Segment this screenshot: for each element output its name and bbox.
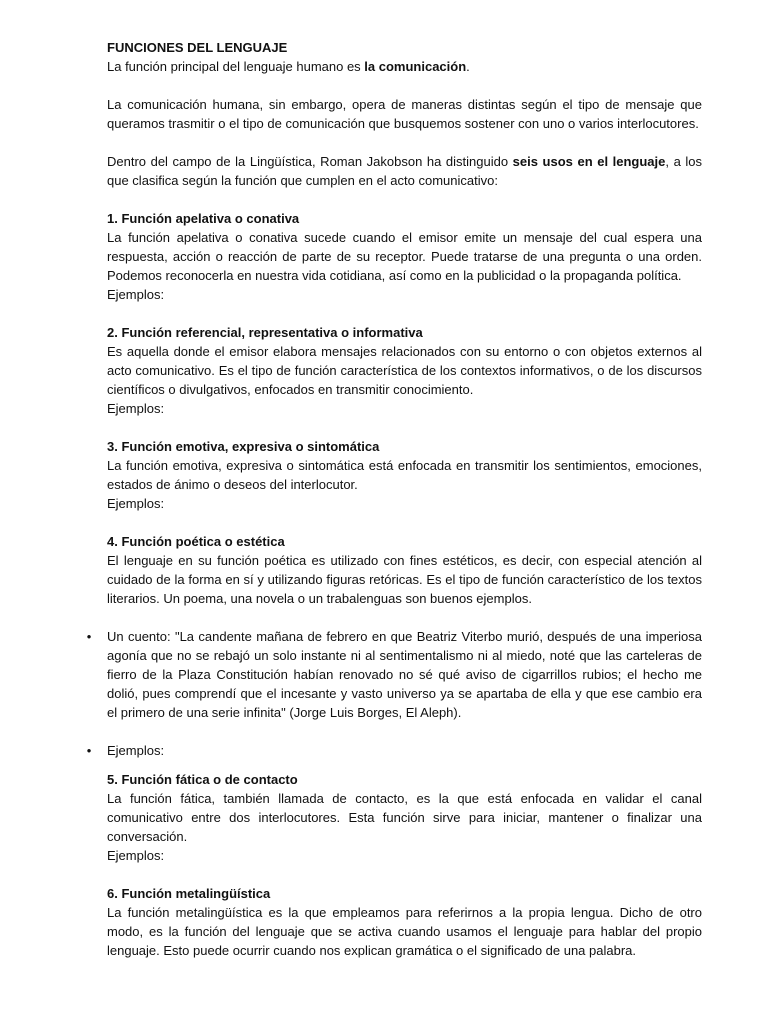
section-heading: 6. Función metalingüística (107, 886, 271, 901)
section-examples: Ejemplos: (107, 401, 165, 416)
list-item (86, 627, 702, 722)
section-heading: 5. Función fática o de contacto (107, 772, 298, 787)
section-body: El lenguaje en su función poética es utilizado con fines estéticos, es decir, con especial atención al cuidado de la forma en sí y utilizando figuras retóricas. Es el tipo de función característico de los textos literarios. Un poema, una novela o un trabalenguas son buenos ejemplos. (107, 553, 702, 606)
section-heading: 1. Función apelativa o conativa (107, 211, 300, 226)
section-body: La función fática, también llamada de contacto, es la que está enfocada en validar el canal comunicativo entre dos interlocutores. Esta función sirve para iniciar, mantener o finalizar una conversación. (107, 791, 702, 844)
section-body: La función metalingüística es la que empleamos para referirnos a la propia lengua. Dicho de otro modo, es la función del lenguaje que se activa cuando usamos el lenguaje para hablar del propio lenguaje. Esto puede ocurrir cuando nos explican gramática o el significado de una palabra. (107, 905, 702, 958)
section-examples: Ejemplos: (107, 287, 165, 302)
section-body: Es aquella donde el emisor elabora mensajes relacionados con su entorno o con objetos externos al acto comunicativo. Es el tipo de función característica de los contextos informativos, o de los discursos científicos o divulgativos, enfocados en transmitir conocimiento. (107, 344, 702, 397)
list-item (86, 741, 702, 760)
section-heading: 2. Función referencial, representativa o informativa (107, 325, 423, 340)
bullet-icon: • (86, 629, 92, 644)
intro-paragraph: La función principal del lenguaje humano es la comunicación. (107, 59, 470, 74)
bullet-text: Ejemplos: (107, 743, 165, 758)
paragraph-communication: La comunicación humana, sin embargo, opera de maneras distintas según el tipo de mensaje que queramos trasmitir o el tipo de comunicación que busquemos sostener con uno o varios interlocutores. (107, 97, 702, 131)
section-heading: 3. Función emotiva, expresiva o sintomática (107, 439, 380, 454)
bullet-icon: • (86, 743, 92, 758)
section-body: La función apelativa o conativa sucede cuando el emisor emite un mensaje del cual espera una respuesta, acción o reacción de parte de su receptor. Puede tratarse de una pregunta o una orden. Podemos reconocerla en nuestra vida cotidiana, así como en la publicidad o la propaganda política. (107, 230, 702, 283)
section-examples: Ejemplos: (107, 848, 165, 863)
section-body: La función emotiva, expresiva o sintomática está enfocada en transmitir los sentimientos, emociones, estados de ánimo o deseos del interlocutor. (107, 458, 702, 492)
section-examples: Ejemplos: (107, 496, 165, 511)
section-heading: 4. Función poética o estética (107, 534, 285, 549)
document-title: FUNCIONES DEL LENGUAJE (107, 40, 288, 55)
paragraph-jakobson: Dentro del campo de la Lingüística, Roman Jakobson ha distinguido seis usos en el lenguaje, a los que clasifica según la función que cumplen en el acto comunicativo: (107, 154, 702, 188)
bullet-text: Un cuento: "La candente mañana de febrero en que Beatriz Viterbo murió, después de una imperiosa agonía que no se rebajó un solo instante ni al sentimentalismo ni al miedo, noté que las carteleras de fierro de la Plaza Constitución habían renovado no sé qué aviso de cigarrillos rubios; el hecho me dolió, pues comprendí que el incesante y vasto universo ya se apartaba de ella y que ese cambio era el primero de una serie infinita" (Jorge Luis Borges, El Aleph). (107, 629, 702, 720)
